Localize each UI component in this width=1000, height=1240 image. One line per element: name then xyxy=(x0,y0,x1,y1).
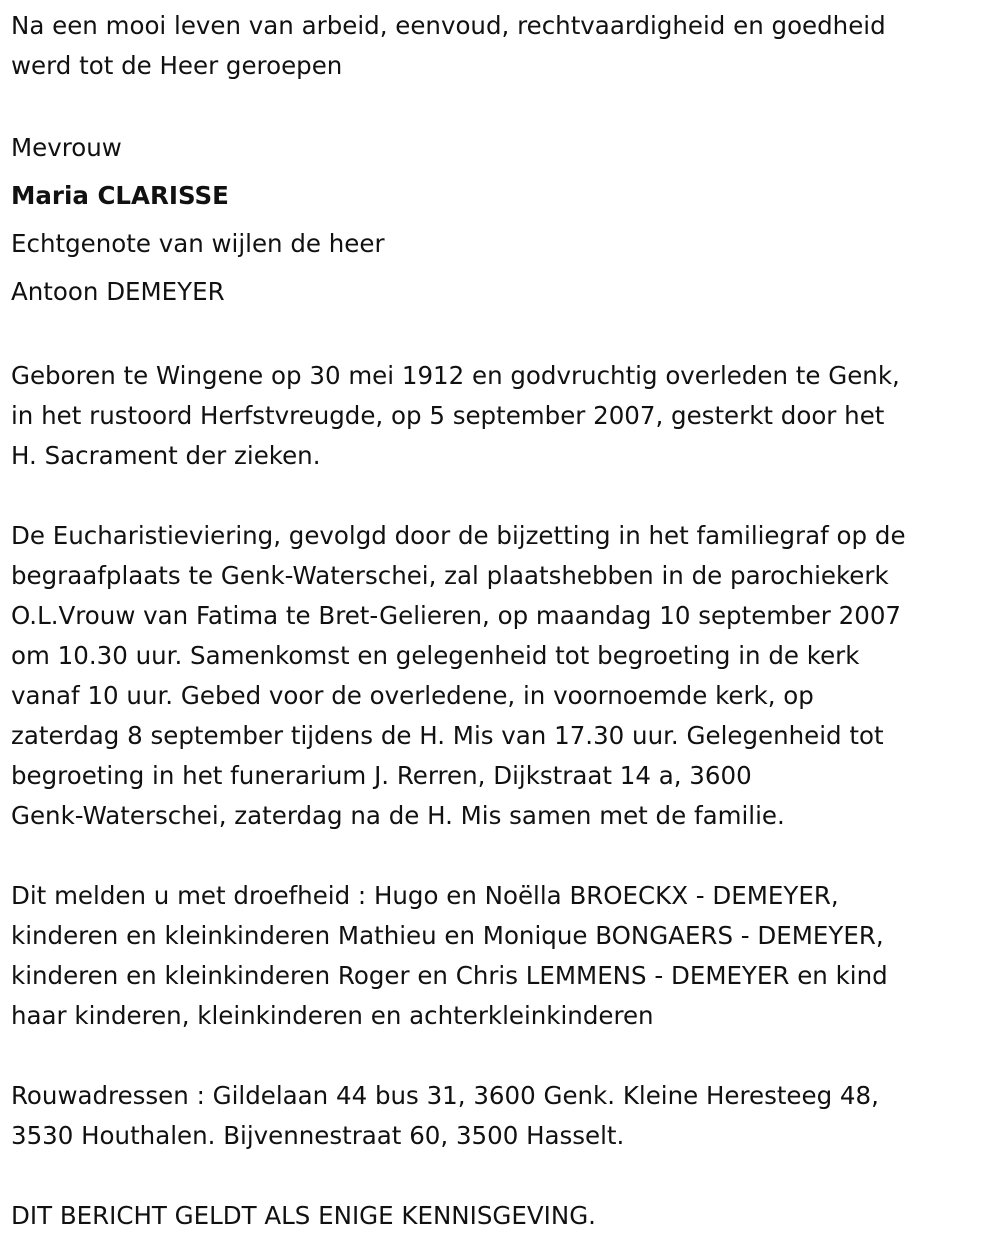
intro-paragraph xyxy=(11,6,996,86)
ceremony-line: Genk-Waterschei, zaterdag na de H. Mis samen met de familie. xyxy=(11,801,785,830)
spacer xyxy=(11,1156,996,1196)
birth-death-line: H. Sacrament der zieken. xyxy=(11,441,321,470)
ceremony-line: O.L.Vrouw van Fatima te Bret-Gelieren, op maandag 10 september 2007 xyxy=(11,601,901,630)
spacer xyxy=(11,836,996,876)
spacer xyxy=(11,86,996,124)
ceremony-line: zaterdag 8 september tijdens de H. Mis van 17.30 uur. Gelegenheid tot xyxy=(11,721,884,750)
ceremony-paragraph xyxy=(11,516,996,836)
address-line: 3530 Houthalen. Bijvennestraat 60, 3500 Hasselt. xyxy=(11,1121,625,1150)
deceased-block xyxy=(11,124,996,316)
birth-death-line: Geboren te Wingene op 30 mei 1912 en godvruchtig overleden te Genk, xyxy=(11,361,900,390)
family-line: kinderen en kleinkinderen Roger en Chris LEMMENS - DEMEYER en kind xyxy=(11,961,888,990)
closing-line: DIT BERICHT GELDT ALS ENIGE KENNISGEVING. xyxy=(11,1201,596,1230)
family-line: haar kinderen, kleinkinderen en achterkleinkinderen xyxy=(11,1001,654,1030)
family-line: kinderen en kleinkinderen Mathieu en Monique BONGAERS - DEMEYER, xyxy=(11,921,884,950)
ceremony-line: om 10.30 uur. Samenkomst en gelegenheid tot begroeting in de kerk xyxy=(11,641,860,670)
death-notice xyxy=(11,6,996,1236)
ceremony-line: De Eucharistieviering, gevolgd door de bijzetting in het familiegraf op de xyxy=(11,521,906,550)
spacer xyxy=(11,316,996,356)
deceased-title: Mevrouw xyxy=(11,133,122,162)
birth-death-paragraph xyxy=(11,356,996,476)
intro-line: werd tot de Heer geroepen xyxy=(11,51,343,80)
intro-line: Na een mooi leven van arbeid, eenvoud, rechtvaardigheid en goedheid xyxy=(11,11,886,40)
address-line: Rouwadressen : Gildelaan 44 bus 31, 3600 Genk. Kleine Heresteeg 48, xyxy=(11,1081,879,1110)
deceased-relation: Echtgenote van wijlen de heer xyxy=(11,229,385,258)
closing-paragraph xyxy=(11,1196,996,1236)
deceased-name: Maria CLARISSE xyxy=(11,181,229,210)
spacer xyxy=(11,1036,996,1076)
ceremony-line: begraafplaats te Genk-Waterschei, zal plaatshebben in de parochiekerk xyxy=(11,561,889,590)
spouse-name: Antoon DEMEYER xyxy=(11,277,225,306)
birth-death-line: in het rustoord Herfstvreugde, op 5 september 2007, gesterkt door het xyxy=(11,401,885,430)
family-paragraph xyxy=(11,876,996,1036)
ceremony-line: vanaf 10 uur. Gebed voor de overledene, in voornoemde kerk, op xyxy=(11,681,814,710)
addresses-paragraph xyxy=(11,1076,996,1156)
ceremony-line: begroeting in het funerarium J. Rerren, Dijkstraat 14 a, 3600 xyxy=(11,761,752,790)
family-line: Dit melden u met droefheid : Hugo en Noëlla BROECKX - DEMEYER, xyxy=(11,881,839,910)
spacer xyxy=(11,476,996,516)
